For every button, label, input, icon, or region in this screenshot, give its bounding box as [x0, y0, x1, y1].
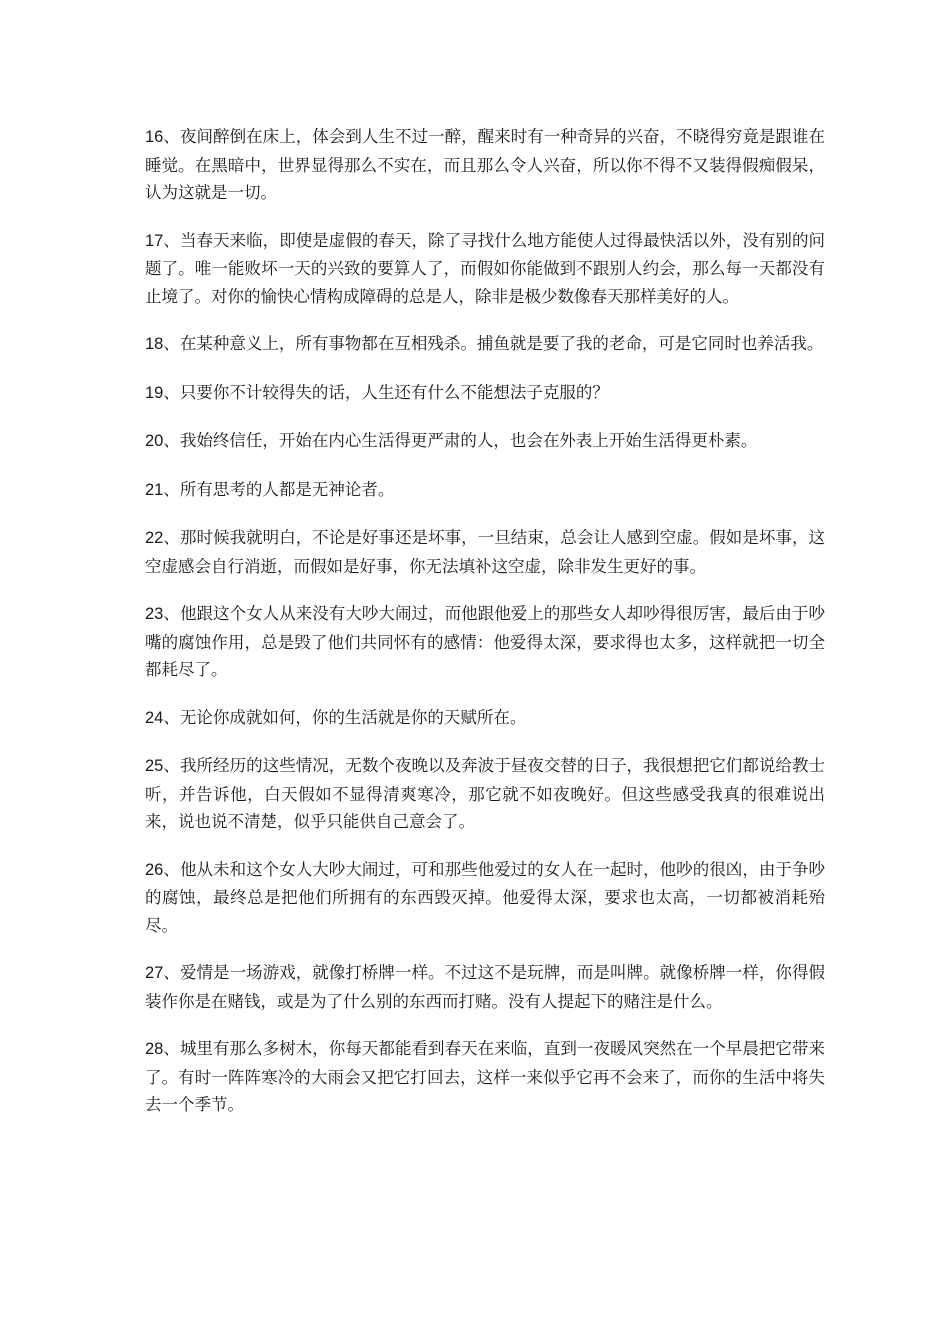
quote-paragraph-20 — [145, 427, 825, 456]
quote-text: 、无论你成就如何，你的生活就是你的天赋所在。 — [163, 707, 527, 727]
document-page — [145, 123, 825, 1139]
quote-text: 、所有思考的人都是无神论者。 — [163, 479, 395, 499]
quote-number: 23 — [145, 605, 164, 623]
quote-number: 28 — [145, 1040, 164, 1058]
quote-number: 24 — [145, 708, 164, 727]
quote-number: 22 — [145, 529, 164, 547]
quote-text: 、爱情是一场游戏，就像打桥牌一样。不过这不是玩牌，而是叫牌。就像桥牌一样，你得假装作你是在赌钱，或是为了什么别的东西而打赌。没有人提起下的赌注是什么。 — [145, 963, 825, 1011]
quote-text: 、在某种意义上，所有事物都在互相残杀。捕鱼就是要了我的老命，可是它同时也养活我。 — [163, 334, 824, 353]
quote-text: 、那时候我就明白，不论是好事还是坏事，一旦结束，总会让人感到空虚。假如是坏事，这空虚感会自行消逝，而假如是好事，你无法填补这空虚，除非发生更好的事。 — [145, 528, 825, 576]
quote-text: 、他跟这个女人从来没有大吵大闹过，而他跟他爱上的那些女人却吵得很厉害，最后由于吵嘴的腐蚀作用，总是毁了他们共同怀有的感情：他爱得太深，要求得也太多，这样就把一切全都耗尽了。 — [145, 604, 825, 679]
quote-text: 、夜间醉倒在床上，体会到人生不过一醉，醒来时有一种奇异的兴奋，不晓得穷竟是跟谁在睡觉。在黑暗中，世界显得那么不实在，而且那么令人兴奋，所以你不得不又装得假痴假呆，认为这就是一切。 — [145, 127, 825, 202]
quote-paragraph-25 — [145, 752, 825, 836]
quote-number: 20 — [145, 432, 164, 450]
quote-text: 、只要你不计较得失的话，人生还有什么不能想法子克服的？ — [163, 382, 609, 402]
quote-paragraph-23 — [145, 600, 825, 684]
quote-number: 19 — [145, 383, 164, 402]
quote-paragraph-28 — [145, 1035, 825, 1119]
quote-number: 27 — [145, 964, 164, 982]
quote-text: 、当春天来临，即使是虚假的春天，除了寻找什么地方能使人过得最快活以外，没有别的问题了。唯一能败坏一天的兴致的要算人了，而假如你能做到不跟别人约会，那么每一天都没有止境了。对你的愉快心情构成障碍的总是人，除非是极少数像春天那样美好的人。 — [145, 230, 825, 306]
quote-paragraph-17 — [145, 227, 825, 311]
quote-paragraph-16 — [145, 123, 825, 207]
quote-paragraph-19 — [145, 379, 825, 408]
quote-number: 17 — [145, 231, 164, 250]
quote-paragraph-18 — [145, 330, 825, 359]
quote-paragraph-26 — [145, 856, 825, 940]
quote-paragraph-27 — [145, 959, 825, 1015]
quote-number: 16 — [145, 128, 164, 146]
quote-text: 、城里有那么多树木，你每天都能看到春天在来临，直到一夜暖风突然在一个早晨把它带来了。有时一阵阵寒冷的大雨会又把它打回去，这样一来似乎它再不会来了，而你的生活中将失去一个季节。 — [145, 1039, 825, 1114]
quote-paragraph-21 — [145, 476, 825, 505]
quote-number: 21 — [145, 480, 164, 499]
quote-number: 26 — [145, 860, 164, 879]
quote-number: 25 — [145, 757, 164, 775]
quote-number: 18 — [145, 335, 164, 353]
quote-paragraph-22 — [145, 524, 825, 580]
quote-paragraph-24 — [145, 704, 825, 733]
quote-text: 、他从未和这个女人大吵大闹过，可和那些他爱过的女人在一起时，他吵的很凶，由于争吵的腐蚀，最终总是把他们所拥有的东西毁灭掉。他爱得太深，要求也太高，一切都被消耗殆尽。 — [145, 859, 825, 935]
quote-text: 、我始终信任，开始在内心生活得更严肃的人，也会在外表上开始生活得更朴素。 — [163, 431, 758, 450]
quote-text: 、我所经历的这些情况，无数个夜晚以及奔波于昼夜交替的日子，我很想把它们都说给教士听，并告诉他，白天假如不显得清爽寒冷，那它就不如夜晚好。但这些感受我真的很难说出来，说也说不清楚，似乎只能供自己意会了。 — [145, 756, 825, 831]
